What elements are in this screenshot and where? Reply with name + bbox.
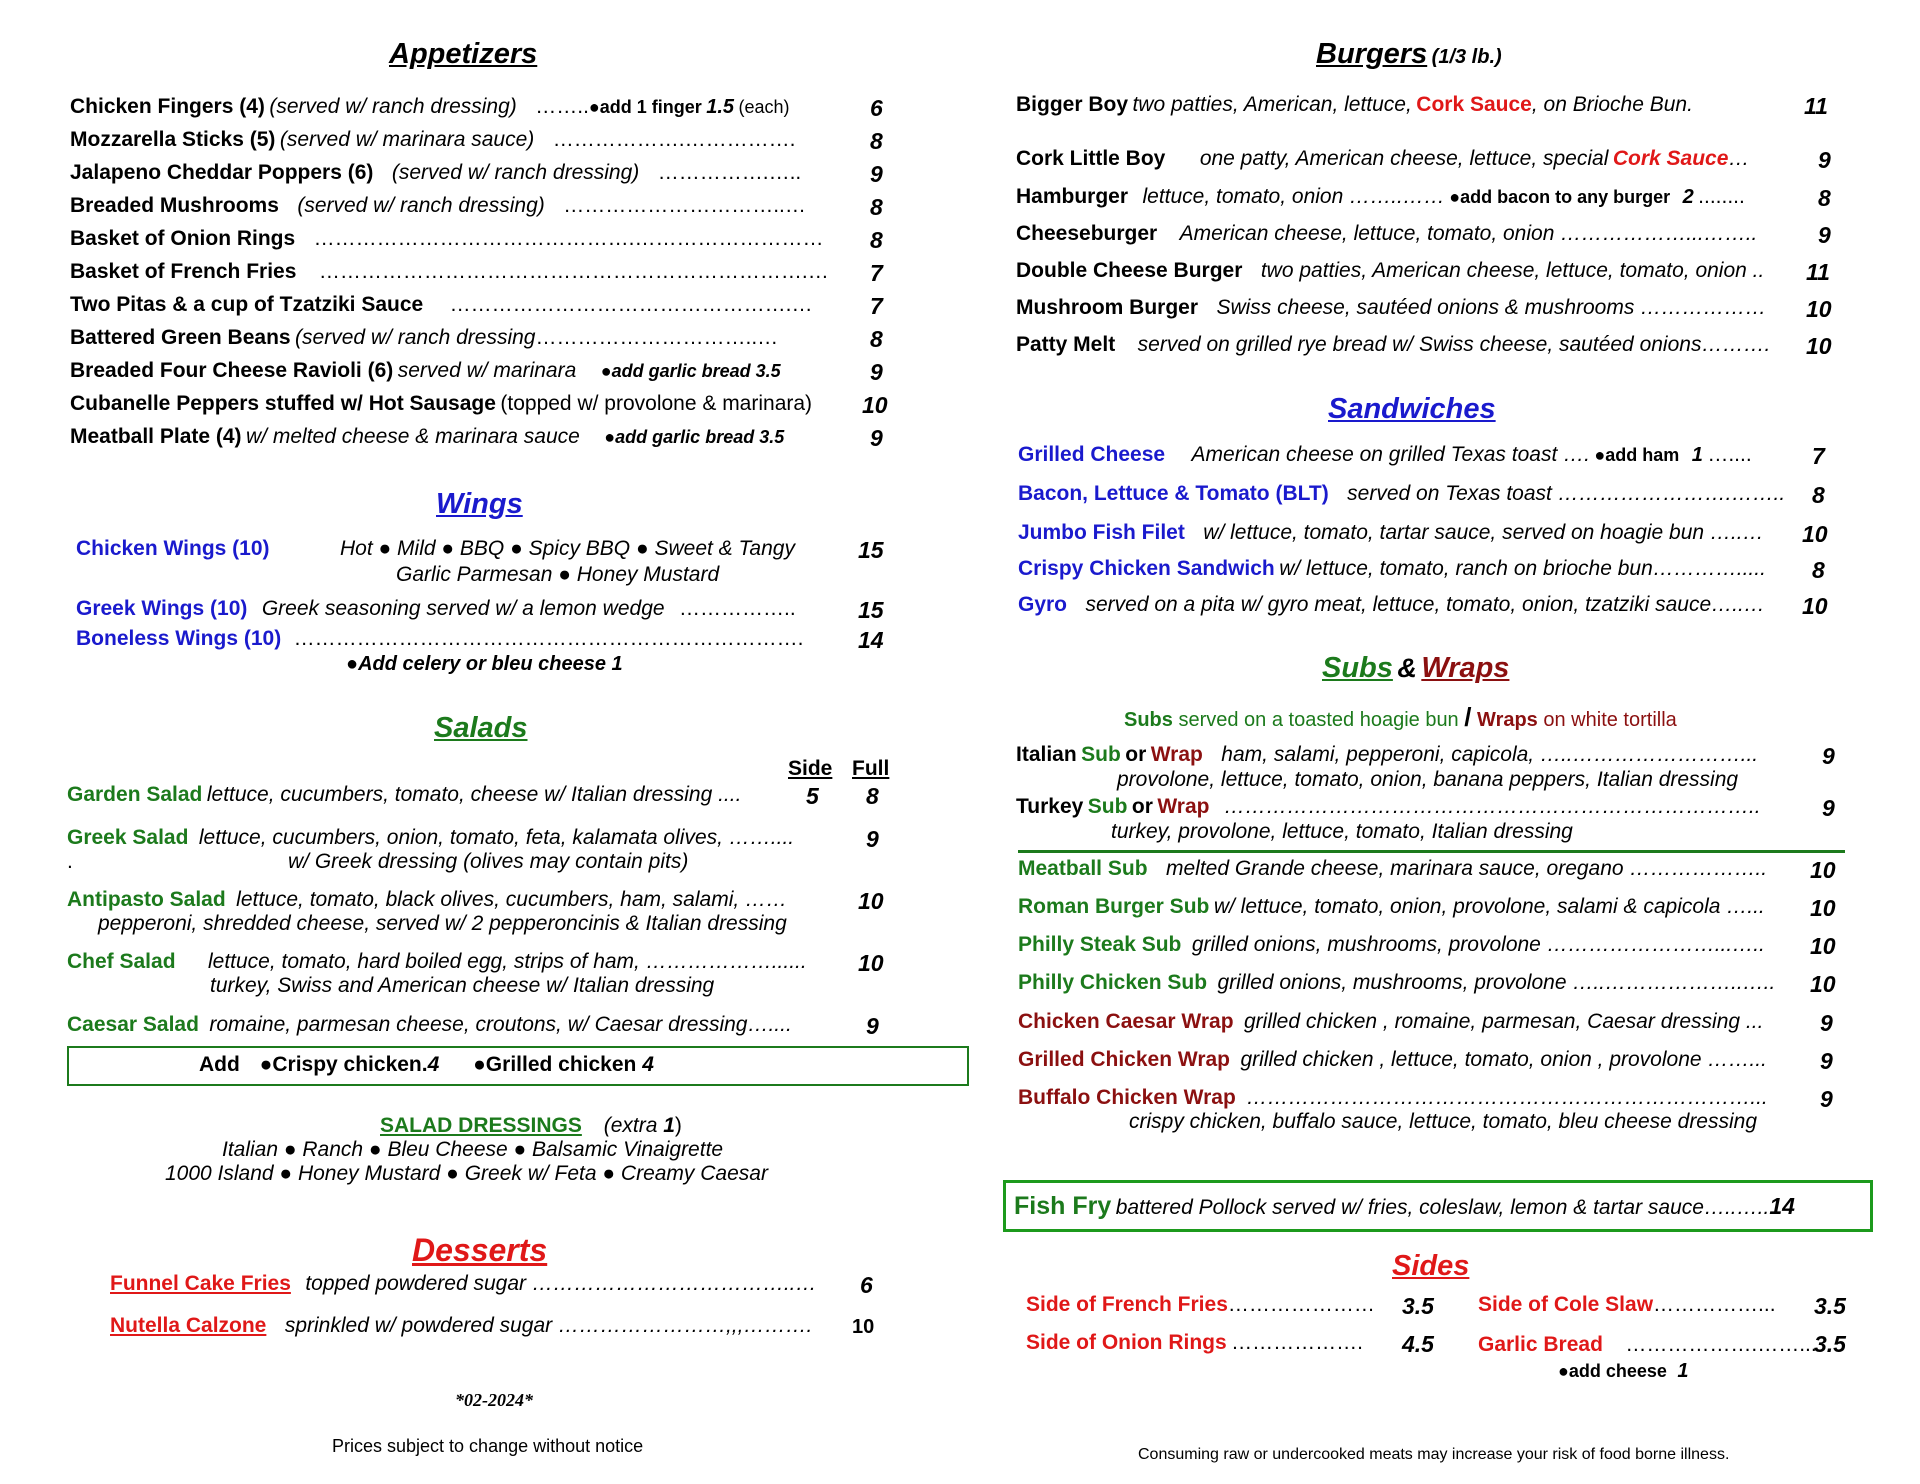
burgers-heading-line: Burgers (1/3 lb.) — [1316, 38, 1502, 70]
stray-dot: . — [67, 850, 73, 873]
subs-wraps-intro: Subs served on a toasted hoagie bun / Wraps on white tortilla — [1124, 702, 1677, 732]
price: 3.5 — [1814, 1331, 1846, 1357]
price: 10 — [858, 888, 884, 914]
price: 11 — [1806, 259, 1830, 285]
list-item: Philly Steak Sub grilled onions, mushrooms, provolone ……………………...….. — [1018, 933, 1765, 956]
price-notice: Prices subject to change without notice — [332, 1436, 644, 1456]
price: 10 — [1802, 521, 1828, 547]
list-item: Double Cheese Burger two patties, American cheese, lettuce, tomato, onion .. — [1016, 259, 1765, 282]
list-item: Side of French Fries………………… — [1026, 1293, 1375, 1316]
menu-date: *02-2024* — [455, 1390, 533, 1410]
price: 9 — [1820, 1086, 1833, 1112]
price-side: 5 — [806, 783, 819, 809]
list-item: Funnel Cake Fries topped powdered sugar ………………………………..… — [110, 1272, 817, 1295]
list-item: Gyro served on a pita w/ gyro meat, lettuce, tomato, onion, tzatziki sauce…..… — [1018, 593, 1765, 616]
price: 10 — [1810, 857, 1836, 883]
list-item: Jumbo Fish Filet w/ lettuce, tomato, tartar sauce, served on hoagie bun …..… — [1018, 521, 1764, 544]
sub-desc-line2: provolone, lettuce, tomato, onion, banana peppers, Italian dressing — [1117, 768, 1739, 791]
list-item: Italian Sub or Wrap ham, salami, pepperoni, capicola, …..……………………... — [1016, 743, 1759, 766]
list-item: Cheeseburger American cheese, lettuce, tomato, onion ………………...…….. — [1016, 222, 1758, 245]
list-item: Garden Salad lettuce, cucumbers, tomato, cheese w/ Italian dressing .... — [67, 783, 742, 806]
dressings-line2: 1000 Island ● Honey Mustard ● Greek w/ Feta ● Creamy Caesar — [165, 1162, 768, 1185]
price: 8 — [1812, 482, 1825, 508]
price: 9 — [870, 425, 883, 451]
price: 10 — [1806, 333, 1832, 359]
salad-addons-text: Add ●Crispy chicken.4 ●Grilled chicken 4 — [199, 1053, 654, 1076]
salad-desc-line2: pepperoni, shredded cheese, served w/ 2 pepperoncinis & Italian dressing — [98, 912, 787, 935]
salad-desc-line2: w/ Greek dressing (olives may contain pits) — [288, 850, 689, 873]
list-item: Fish Fry battered Pollock served w/ fries, coleslaw, lemon & tartar sauce…..…..14 — [1014, 1192, 1795, 1220]
list-item: Philly Chicken Sub grilled onions, mushrooms, provolone …..………………..….. — [1018, 971, 1776, 994]
list-item: Breaded Mushrooms (served w/ ranch dressing) …………………………..… — [70, 194, 806, 217]
price: 9 — [1822, 795, 1835, 821]
price: 10 — [1810, 933, 1836, 959]
list-item: Mushroom Burger Swiss cheese, sautéed onions & mushrooms ……………… — [1016, 296, 1767, 319]
price: 6 — [870, 95, 883, 121]
price: 11 — [1804, 93, 1828, 119]
list-item: Crispy Chicken Sandwich w/ lettuce, tomato, ranch on brioche bun…………..... — [1018, 557, 1766, 580]
list-item: Cubanelle Peppers stuffed w/ Hot Sausage (topped w/ provolone & marinara) — [70, 392, 813, 415]
price: 10 — [1802, 593, 1828, 619]
list-item: Buffalo Chicken Wrap ………………………………………………………………... — [1018, 1086, 1768, 1109]
list-item: Two Pitas & a cup of Tzatziki Sauce ………………………………………….… — [70, 293, 813, 316]
price: 9 — [866, 826, 879, 852]
price: 9 — [1818, 147, 1831, 173]
list-item: Breaded Four Cheese Ravioli (6) served w/ marinara ●add garlic bread 3.5 — [70, 359, 781, 382]
sub-desc-line2: turkey, provolone, lettuce, tomato, Italian dressing — [1111, 820, 1573, 843]
list-item: Caesar Salad romaine, parmesan cheese, croutons, w/ Caesar dressing….... — [67, 1013, 792, 1036]
list-item: Meatball Sub melted Grande cheese, marinara sauce, oregano ……………….. — [1018, 857, 1768, 880]
price: 10 — [1810, 971, 1836, 997]
list-item: Patty Melt served on grilled rye bread w/ Swiss cheese, sautéed onions………. — [1016, 333, 1771, 356]
list-item: Roman Burger Sub w/ lettuce, tomato, onion, provolone, salami & capicola …... — [1018, 895, 1765, 918]
price: 3.5 — [1402, 1293, 1434, 1319]
subs-divider — [1018, 850, 1845, 853]
price: 15 — [858, 597, 884, 623]
list-item: Jalapeno Cheddar Poppers (6) (served w/ ranch dressing) …………….….. — [70, 161, 802, 184]
price: 7 — [1812, 443, 1825, 469]
price: 6 — [860, 1272, 873, 1298]
wings-item-chicken: Chicken Wings (10) — [76, 537, 270, 560]
list-item: Chicken Fingers (4) (served w/ ranch dressing) ……..●add 1 finger 1.5 (each) — [70, 95, 790, 118]
price: 9 — [870, 161, 883, 187]
price-full: 8 — [866, 783, 879, 809]
price: 10 — [862, 392, 888, 418]
price: 7 — [870, 260, 883, 286]
desserts-heading: Desserts — [412, 1232, 548, 1268]
price: 9 — [1820, 1048, 1833, 1074]
price: 9 — [1818, 222, 1831, 248]
sides-heading: Sides — [1392, 1250, 1470, 1282]
price: 10 — [1806, 296, 1832, 322]
subs-wraps-heading: Subs & Wraps — [1322, 652, 1510, 684]
price: 3.5 — [1814, 1293, 1846, 1319]
list-item: Hamburger lettuce, tomato, onion ……..…… ●add bacon to any burger 2 ........ — [1016, 185, 1745, 208]
sandwiches-heading: Sandwiches — [1328, 393, 1496, 425]
price: 9 — [870, 359, 883, 385]
price: 8 — [870, 227, 883, 253]
price: 10 — [858, 950, 884, 976]
price: 15 — [858, 537, 884, 563]
sides-addon: ●add cheese 1 — [1558, 1360, 1689, 1382]
price: 9 — [1822, 743, 1835, 769]
list-item: Meatball Plate (4) w/ melted cheese & marinara sauce ●add garlic bread 3.5 — [70, 425, 785, 448]
wrap-desc-line2: crispy chicken, buffalo sauce, lettuce, tomato, bleu cheese dressing — [1129, 1110, 1758, 1133]
list-item: Basket of Onion Rings ……………………………………….……………………… — [70, 227, 824, 250]
price: 10 — [852, 1316, 875, 1338]
price: 9 — [1820, 1010, 1833, 1036]
list-item: Bacon, Lettuce & Tomato (BLT) served on Texas toast …………………….…….. — [1018, 482, 1786, 505]
list-item: Greek Salad lettuce, cucumbers, onion, tomato, feta, kalamata olives, …….... — [67, 826, 795, 849]
price: 8 — [870, 326, 883, 352]
list-item: Bigger Boy two patties, American, lettuce, Cork Sauce, on Brioche Bun. — [1016, 93, 1693, 116]
dressings-title-line: SALAD DRESSINGS (extra 1) — [380, 1114, 682, 1137]
price: 8 — [870, 194, 883, 220]
price: 7 — [870, 293, 883, 319]
wings-heading: Wings — [436, 488, 523, 520]
wings-flavors-line2: Garlic Parmesan ● Honey Mustard — [396, 563, 720, 586]
salads-heading: Salads — [434, 712, 528, 744]
appetizers-heading: Appetizers — [389, 38, 538, 70]
price: 8 — [870, 128, 883, 154]
dressings-line1: Italian ● Ranch ● Bleu Cheese ● Balsamic Vinaigrette — [222, 1138, 724, 1161]
list-item: Grilled Cheese American cheese on grilled Texas toast …. ●add ham 1 ….... — [1018, 443, 1752, 466]
price: 9 — [866, 1013, 879, 1039]
wings-addon: ●Add celery or bleu cheese 1 — [346, 653, 623, 675]
list-item: Nutella Calzone sprinkled w/ powdered sugar ……………………,,,………. — [110, 1314, 813, 1337]
list-item: Side of Cole Slaw……………... — [1478, 1293, 1776, 1316]
list-item: Boneless Wings (10) ………………………………………………………………. — [76, 627, 804, 650]
price: 8 — [1818, 185, 1831, 211]
fish-fry-box — [1003, 1180, 1873, 1232]
salads-side-label: Side — [788, 757, 833, 780]
salad-addons-box — [67, 1046, 969, 1086]
salad-desc-line2: turkey, Swiss and American cheese w/ Italian dressing — [210, 974, 715, 997]
list-item: Cork Little Boy one patty, American cheese, lettuce, special Cork Sauce… — [1016, 147, 1750, 170]
price: 4.5 — [1402, 1331, 1434, 1357]
list-item: Turkey Sub or Wrap ………………………………………………………………….. — [1016, 795, 1761, 818]
list-item: Basket of French Fries …………………………………………………………….… — [70, 260, 829, 283]
list-item: Grilled Chicken Wrap grilled chicken , lettuce, tomato, onion , provolone ……... — [1018, 1048, 1767, 1071]
list-item: Battered Green Beans (served w/ ranch dressing…………………………..… — [70, 326, 779, 349]
list-item: Side of Onion Rings ………………. — [1026, 1331, 1363, 1354]
list-item: Mozzarella Sticks (5) (served w/ marinara sauce) ……………….……………. — [70, 128, 796, 151]
price: 8 — [1812, 557, 1825, 583]
wings-flavors-line1: Hot ● Mild ● BBQ ● Spicy BBQ ● Sweet & Tangy — [340, 537, 795, 560]
list-item: Greek Wings (10) Greek seasoning served w/ a lemon wedge …………….. — [76, 597, 796, 620]
list-item: Chef Salad lettuce, tomato, hard boiled egg, strips of ham, ………………...... — [67, 950, 807, 973]
list-item: Garlic Bread ……………….……... — [1478, 1333, 1817, 1356]
list-item: Chicken Caesar Wrap grilled chicken , romaine, parmesan, Caesar dressing ... — [1018, 1010, 1764, 1033]
list-item: Antipasto Salad lettuce, tomato, black olives, cucumbers, ham, salami, …… — [67, 888, 788, 911]
salads-full-label: Full — [852, 757, 890, 780]
price: 10 — [1810, 895, 1836, 921]
consumer-advisory: Consuming raw or undercooked meats may increase your risk of food borne illness. — [1138, 1446, 1730, 1463]
price: 14 — [858, 627, 884, 653]
